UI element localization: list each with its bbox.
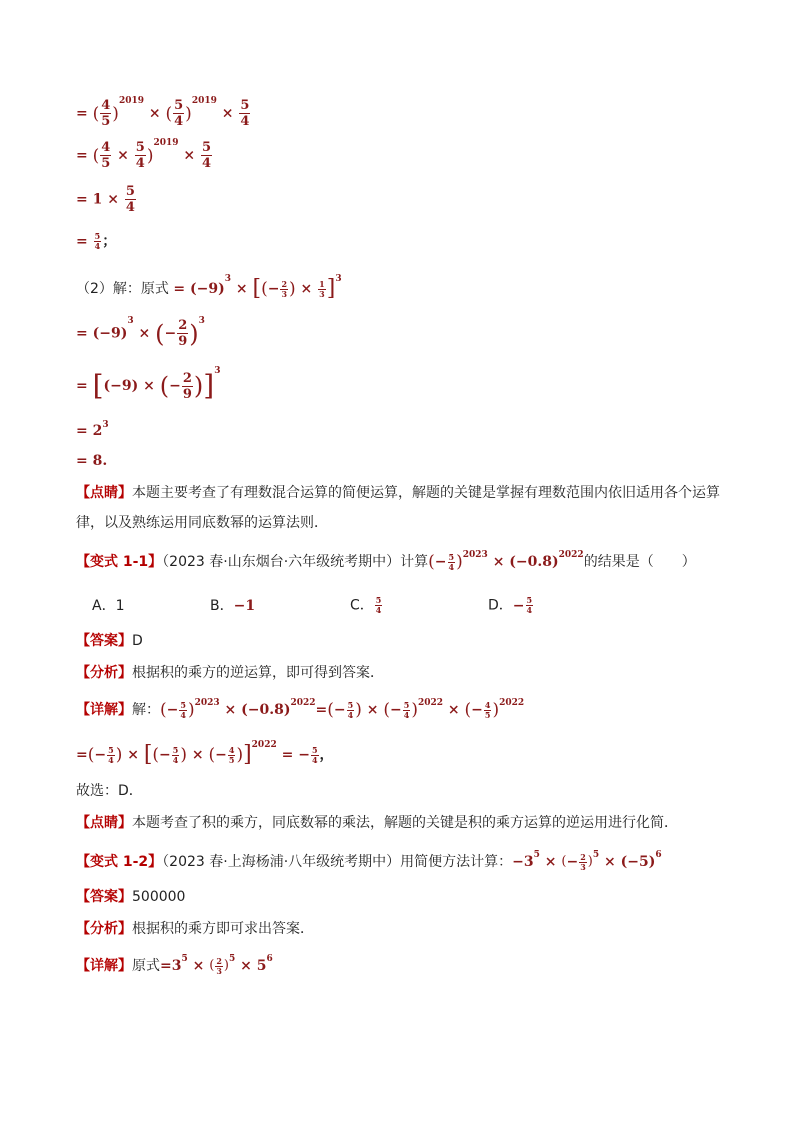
exponent: 2023 xyxy=(462,550,488,560)
analysis-tag: 【分析】 xyxy=(76,921,132,937)
number: (−9) xyxy=(103,378,139,394)
note-line-2 xyxy=(76,514,328,532)
left-bracket: [ xyxy=(252,276,262,301)
answer-value: 500000 xyxy=(132,889,186,905)
equals-sign: = xyxy=(173,281,186,297)
left-paren: ( xyxy=(383,700,390,720)
exponent: 2019 xyxy=(153,138,179,148)
exponent: 2019 xyxy=(118,96,144,106)
equals-sign: = xyxy=(76,147,88,164)
times-sign: × xyxy=(117,147,129,164)
fraction: $\frac{4}{5}$ xyxy=(101,140,111,171)
minus-sign: − xyxy=(267,281,280,297)
analysis-text: 根据积的乘方即可求出答案． xyxy=(132,921,314,937)
fraction: $\frac{2}{3}$ xyxy=(281,278,288,299)
right-paren: ) xyxy=(223,958,229,973)
right-paren: ) xyxy=(187,700,195,720)
detail-tag: 【详解】 xyxy=(76,702,132,718)
left-paren: ( xyxy=(428,552,435,572)
equals-sign: = xyxy=(76,325,88,342)
fraction: $\frac{2}{3}$ xyxy=(580,851,586,872)
right-paren: ) xyxy=(189,319,199,348)
option-b[interactable]: B．−1 xyxy=(210,597,256,614)
equals-sign: = xyxy=(76,378,88,394)
equals-sign: = xyxy=(76,233,88,250)
left-paren: ( xyxy=(92,103,100,124)
exponent: 3 xyxy=(198,316,205,326)
minus-sign: − xyxy=(434,554,447,570)
minus-sign: − xyxy=(169,378,181,394)
times-sign: × xyxy=(235,281,248,297)
detail-text: 原式 xyxy=(132,958,160,974)
fraction: $\frac{1}{3}$ xyxy=(319,278,325,299)
part2-line-5 xyxy=(76,452,107,470)
equals-sign: = xyxy=(76,191,88,208)
step-line-2 xyxy=(76,140,213,171)
fraction: $\frac{4}{5}$ xyxy=(101,98,111,129)
right-paren: ) xyxy=(193,372,204,400)
times-sign: × xyxy=(191,747,204,763)
left-paren: ( xyxy=(208,745,216,765)
fraction: $\frac{5}{4}$ xyxy=(135,140,145,171)
exponent: 5 xyxy=(592,850,600,860)
fraction: $\frac{5}{4}$ xyxy=(347,699,354,720)
fraction: $\frac{5}{4}$ xyxy=(180,699,186,720)
question-tail: 的结果是（ ） xyxy=(583,554,696,570)
right-paren: ) xyxy=(289,279,296,299)
answer-1-1 xyxy=(76,632,143,650)
left-paren: ( xyxy=(327,700,334,720)
part2-intro: （2）解：原式 xyxy=(76,281,169,297)
left-paren: ( xyxy=(209,958,215,973)
right-paren: ) xyxy=(236,745,244,765)
exponent: 2019 xyxy=(191,96,217,106)
exponent: 5 xyxy=(181,954,188,964)
times-sign: × xyxy=(492,554,505,570)
detail-intro: 解： xyxy=(132,702,160,718)
right-bracket: ] xyxy=(243,742,252,767)
right-paren: ) xyxy=(492,700,500,720)
left-paren: ( xyxy=(155,319,165,348)
left-paren: ( xyxy=(464,700,472,720)
times-sign: × xyxy=(138,325,151,342)
left-paren: ( xyxy=(87,745,95,765)
exponent: 3 xyxy=(214,366,221,376)
left-paren: ( xyxy=(152,745,160,765)
semicolon: ； xyxy=(102,233,117,250)
left-paren: ( xyxy=(261,279,268,299)
equals-sign: = xyxy=(76,423,88,439)
answer-tag: 【答案】 xyxy=(76,633,132,649)
minus-sign: − xyxy=(164,325,177,342)
times-sign: × xyxy=(240,958,252,974)
part2-line-1 xyxy=(76,276,342,302)
right-paren: ) xyxy=(180,745,187,765)
exponent: 5 xyxy=(228,954,236,964)
number: −3 xyxy=(512,854,534,870)
exponent: 3 xyxy=(102,420,109,430)
left-paren: ( xyxy=(165,103,173,124)
left-paren: ( xyxy=(160,700,167,720)
times-sign: × xyxy=(300,281,313,297)
fraction: $\frac{2}{9}$ xyxy=(182,370,192,402)
exponent: 3 xyxy=(224,274,231,284)
times-sign: × xyxy=(221,105,234,122)
fraction: $\frac{5}{4}$ xyxy=(311,744,318,765)
detail-tag: 【详解】 xyxy=(76,958,132,974)
step-line-1 xyxy=(76,98,251,129)
note-tag: 【点睛】 xyxy=(76,485,132,501)
analysis-text: 根据积的乘方的逆运算，即可得到答案． xyxy=(132,665,384,681)
number: (−9) xyxy=(92,325,128,342)
right-paren: ) xyxy=(411,700,418,720)
number: (−0.8) xyxy=(241,702,291,718)
times-sign: × xyxy=(192,958,205,974)
variant-1-2-question: 【变式 1-2】（2023 春·上海杨浦·八年级统考期中）用简便方法计算：$-3^5$ × (− $\frac{2}{3}$ )$^5 \times (-5)^6$ xyxy=(76,850,662,872)
fraction: $\frac{4}{5}$ xyxy=(484,699,491,720)
equals-sign: = xyxy=(76,453,88,469)
right-paren: ) xyxy=(587,854,593,869)
option-c[interactable]: C． $\frac{5}{4}$ xyxy=(350,595,382,615)
times-sign: × xyxy=(107,191,119,208)
option-d[interactable]: D．− $\frac{5}{4}$ xyxy=(488,595,533,615)
fraction: $\frac{5}{4}$ xyxy=(172,744,179,765)
note-line-1 xyxy=(76,484,720,502)
equals-sign: = xyxy=(76,105,88,122)
right-paren: ) xyxy=(185,103,192,124)
left-paren: ( xyxy=(159,372,170,400)
equals-sign: = xyxy=(281,747,294,763)
detail-1-1-line-1: 【详解】解：(− $\frac{5}{4}$ )$^{2023} \times (-0.8)^{2022}=(-$ $\frac{5}{4}$ ) × (− $\frac{5}{4}$ )$^{2022}$ × (− $\frac{4}{5}$ )$^{2022}$ xyxy=(76,698,525,720)
times-sign: × xyxy=(544,854,557,870)
detail-1-1-line-2: =(− $\frac{5}{4}$ ) × [(− $\frac{5}{4}$ ) × (− $\frac{4}{5}$ )]$^{2022}$ = − $\frac{5}{4}$ ， xyxy=(76,740,334,767)
fraction: $\frac{2}{3}$ xyxy=(216,955,222,976)
choose-line xyxy=(76,782,143,800)
variant-tag: 【变式 1-2】 xyxy=(76,854,163,870)
fraction: $\frac{5}{4}$ xyxy=(240,98,250,129)
number: (−0.8) xyxy=(509,554,559,570)
fraction: $\frac{5}{4}$ xyxy=(94,231,101,251)
fraction: $\frac{5}{4}$ xyxy=(448,551,455,572)
exponent: 2022 xyxy=(558,550,584,560)
analysis-tag: 【分析】 xyxy=(76,665,132,681)
variant-tag: 【变式 1-1】 xyxy=(76,554,163,570)
analysis-1-1 xyxy=(76,664,384,682)
right-paren: ) xyxy=(112,103,119,124)
option-a[interactable]: A．1 xyxy=(92,597,125,614)
note-text: 律，以及熟练运用同底数幂的运算法则． xyxy=(76,515,328,531)
question-source: （2023 春·上海杨浦·八年级统考期中）用简便方法计算： xyxy=(162,854,513,870)
answer-value: D xyxy=(132,633,143,649)
right-bracket: ] xyxy=(326,276,336,301)
options-row xyxy=(92,596,534,615)
left-bracket: [ xyxy=(143,742,153,767)
choose-text: 故选：D． xyxy=(76,783,143,799)
exponent: 6 xyxy=(655,850,662,860)
fraction: $\frac{5}{4}$ xyxy=(403,699,410,720)
fraction: $\frac{5}{4}$ xyxy=(202,140,212,171)
times-sign: × xyxy=(366,702,379,718)
left-paren: ( xyxy=(92,145,100,166)
exponent: 2022 xyxy=(499,698,525,708)
times-sign: × xyxy=(148,105,161,122)
part2-line-4 xyxy=(76,422,109,440)
right-paren: ) xyxy=(115,745,123,765)
right-bracket: ] xyxy=(203,369,215,402)
variant-1-1-question xyxy=(76,552,696,572)
part2-line-2 xyxy=(76,318,205,349)
exponent: 2022 xyxy=(251,740,277,750)
equals-sign: = xyxy=(315,702,328,718)
part2-line-3 xyxy=(76,368,221,404)
number: 5 xyxy=(256,958,267,974)
question-source: （2023 春·山东烟台·六年级统考期中）计算 xyxy=(162,554,429,570)
number: 2 xyxy=(92,423,103,439)
step-line-4 xyxy=(76,232,116,251)
right-paren: ) xyxy=(355,700,362,720)
times-sign: × xyxy=(224,702,237,718)
answer-tag: 【答案】 xyxy=(76,889,132,905)
number: 3 xyxy=(171,958,182,974)
times-sign: × xyxy=(604,854,616,870)
exponent: 2022 xyxy=(290,698,316,708)
comma: ， xyxy=(319,747,334,763)
times-sign: × xyxy=(143,378,155,394)
note-1-1 xyxy=(76,814,678,832)
number: 1 xyxy=(92,191,103,208)
fraction: $\frac{5}{4}$ xyxy=(108,744,114,765)
exponent: 2023 xyxy=(194,698,220,708)
number: (−9) xyxy=(189,281,225,297)
times-sign: × xyxy=(127,747,139,763)
answer-1-2 xyxy=(76,888,185,906)
number: (−5) xyxy=(620,854,656,870)
times-sign: × xyxy=(183,147,196,164)
note-text: 本题主要考查了有理数混合运算的简便运算，解题的关键是掌握有理数范围内依旧适用各个运算 xyxy=(132,485,720,501)
fraction: $\frac{4}{5}$ xyxy=(228,744,235,765)
right-paren: ) xyxy=(456,552,463,572)
fraction: $\frac{5}{4}$ xyxy=(125,184,135,215)
equals-sign: = xyxy=(76,747,88,763)
note-tag: 【点睛】 xyxy=(76,815,132,831)
exponent: 5 xyxy=(533,850,540,860)
exponent: 3 xyxy=(335,274,342,284)
equals-sign: = xyxy=(160,958,172,974)
result: 8. xyxy=(92,453,108,469)
left-bracket: [ xyxy=(92,369,104,402)
times-sign: × xyxy=(447,702,460,718)
left-paren: ( xyxy=(561,854,567,869)
exponent: 6 xyxy=(266,954,273,964)
analysis-1-2 xyxy=(76,920,314,938)
step-line-3 xyxy=(76,184,137,215)
exponent: 2022 xyxy=(417,698,444,708)
exponent: 3 xyxy=(127,316,134,326)
fraction: $\frac{2}{9}$ xyxy=(178,318,188,349)
note-text: 本题考查了积的乘方，同底数幂的乘法，解题的关键是积的乘方运算的逆运用进行化简． xyxy=(132,815,678,831)
detail-1-2 xyxy=(76,956,273,976)
fraction: $\frac{5}{4}$ xyxy=(174,98,184,129)
right-paren: ) xyxy=(146,145,154,166)
